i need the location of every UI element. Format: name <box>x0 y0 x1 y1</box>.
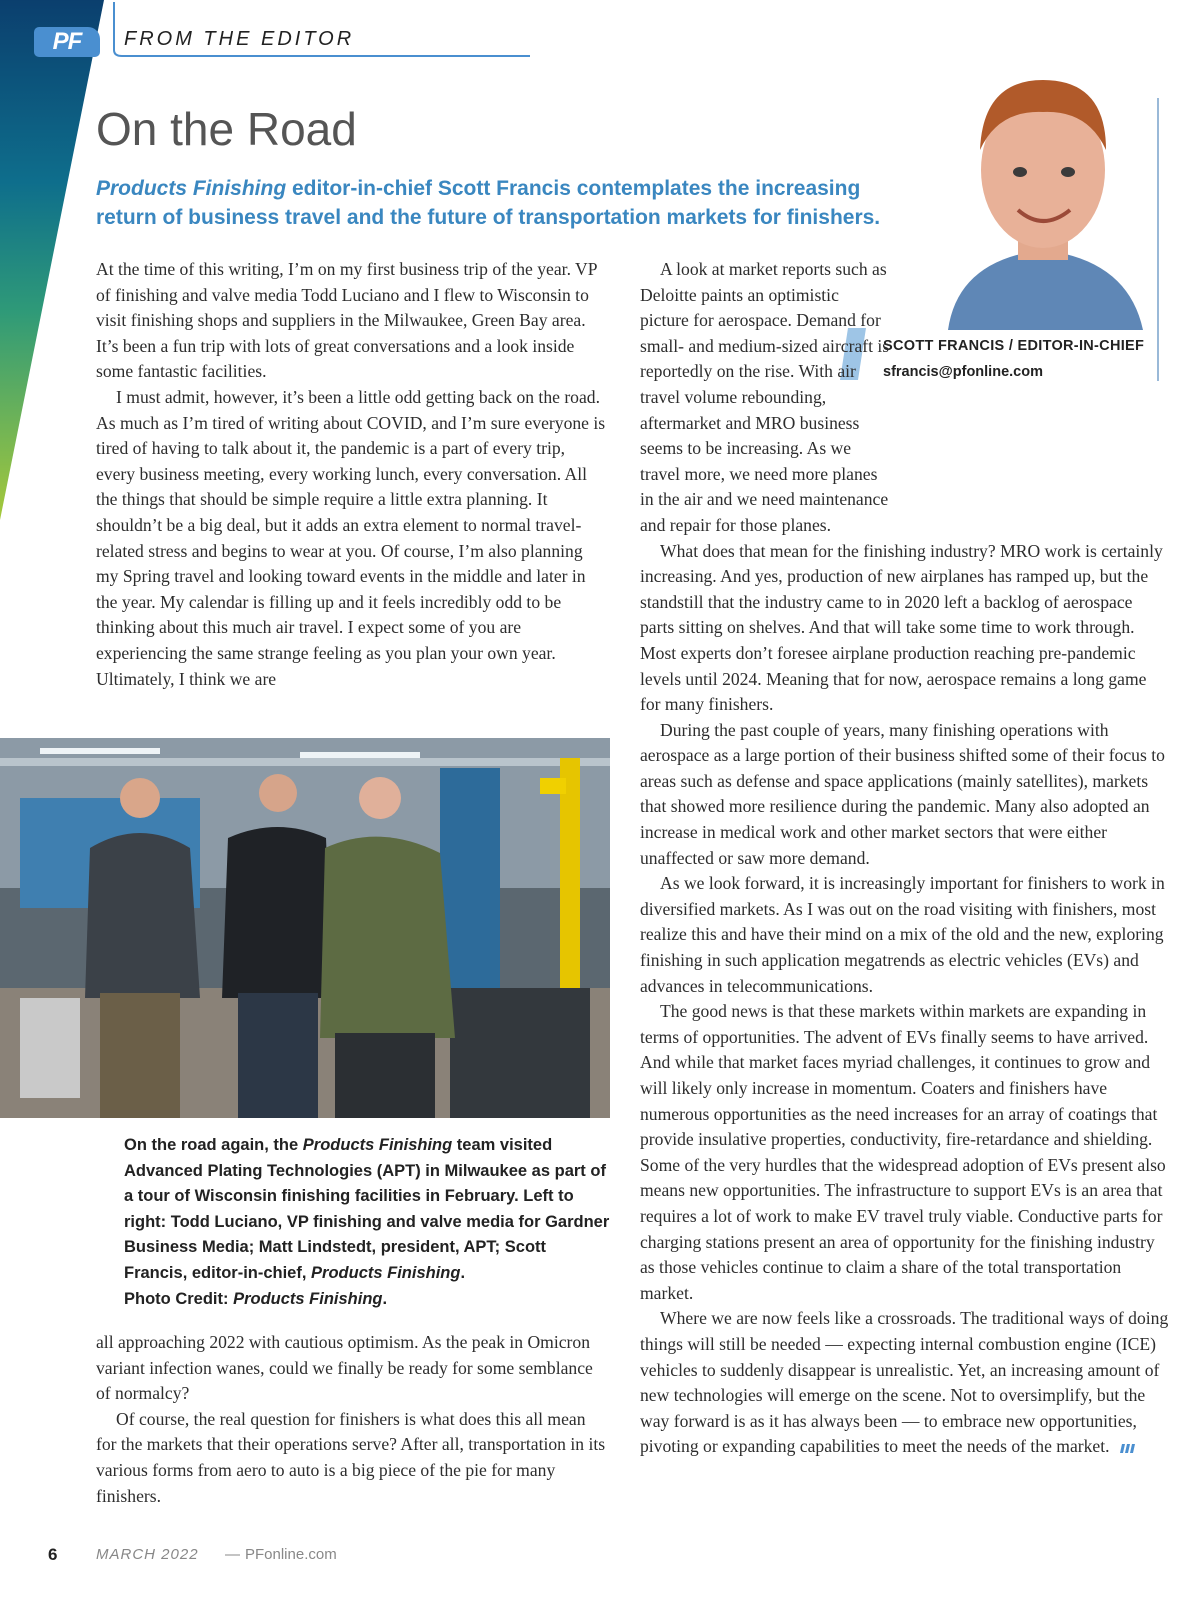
paragraph <box>640 1306 1170 1460</box>
article-deck <box>96 174 916 232</box>
paragraph: As we look forward, it is increasingly important for finishers to work in diversified markets. As I was out on the road visiting with finishers, most realize this and have their mind on a mix of the old and the new, exploring finishing in such application megatrends as electric vehicles (EVs) and advances in telecommunications. <box>640 873 1165 996</box>
photo-credit-name: Products Finishing <box>233 1289 383 1308</box>
column-2 <box>640 257 1170 1460</box>
photo-credit-label: Photo Credit: <box>124 1289 234 1308</box>
factory-visit-photo <box>0 738 610 1118</box>
paragraph: The good news is that these markets within markets are expanding in terms of opportunities. The advent of EVs finally seems to have arrived. And while that market faces myriad challenges, it continues to grow and will likely only increase in momentum. Coaters and finishers have numerous opportunities as the need increases for an array of coatings that provide insulative properties, conductivity, fire-retardance and shielding. Some of the very hurdles that the widespread adoption of EVs present also means new opportunities. The infrastructure to support EVs is an area that requires a lot of work to make EV travel truly viable. Conductive parts for charging stations present an area of opportunity for the finishing industry as those vehicles continue to claim a share of the total transportation market. <box>640 1001 1166 1303</box>
column-1-top <box>96 257 606 692</box>
caption-text: team visited Advanced Plating Technologies (APT) in Milwaukee as part of a tour of Wisconsin finishing facilities in February. Left to right: Todd Luciano, VP finishing and valve media for Gardner Business Media; Matt Lindstedt, president, APT; Scott Francis, editor-in-chief, <box>124 1136 610 1282</box>
section-label: FROM THE EDITOR <box>124 28 355 50</box>
footer-separator: — <box>225 1546 240 1563</box>
end-mark-icon <box>1120 1444 1136 1453</box>
article-title: On the Road <box>96 103 357 155</box>
author-email[interactable]: sfrancis@pfonline.com <box>883 364 1043 380</box>
issue-date: MARCH 2022 <box>96 1546 199 1563</box>
photo-caption <box>124 1133 610 1312</box>
page-number: 6 <box>48 1545 58 1564</box>
paragraph: I must admit, however, it’s been a little odd getting back on the road. As much as I’m tired of writing about COVID, and I’m sure everyone is tired of having to talk about it, the pandemic is a part of every trip, every business meeting, every working lunch, every conversation. All the things that should be simple require a little extra planning. It shouldn’t be a big deal, but it adds an extra element to normal travel-related stress and begins to wear at you. Of course, I’m also planning my Spring travel and looking toward events in the middle and later in the year. My calendar is filling up and it feels incredibly odd to be thinking about this much air travel. I expect some of you are experiencing the same strange feeling as you plan your own year. Ultimately, I think we are <box>96 386 606 689</box>
caption-text: On the road again, the <box>124 1136 303 1154</box>
sidebar-stripe <box>0 0 110 520</box>
paragraph: What does that mean for the finishing industry? MRO work is certainly increasing. And yes, production of new airplanes has ramped up, but the standstill that the industry came to in 2020 left a backlog of aerospace parts sitting on shelves. And that will take some time to work through. Most experts don’t foresee airplane production reaching pre-pandemic levels until 2024. Meaning that for now, aerospace remains a long game for many finishers. <box>640 540 1163 715</box>
paragraph: A look at market reports such as Deloitte paints an optimistic picture for aerospace. Demand for small- and medium-sized aircraft is reportedly on the rise. With air travel volume rebounding, aftermarket and MRO business seems to be increasing. As we travel more, we need more planes in the air and we need maintenance and repair for those planes. <box>640 259 890 535</box>
caption-italic: Products Finishing <box>311 1263 461 1282</box>
paragraph-text: Where we are now feels like a crossroads. The traditional ways of doing things will still be needed — expecting internal combustion engine (ICE) vehicles to suddenly disappear is unrealistic. Yet, an increasing amount of new technologies will emerge on the scene. Not to oversimplify, but the way forward is as it has always been — to embrace new opportunities, pivoting or expanding capabilities to meet the needs of the market. <box>640 1308 1169 1457</box>
paragraph: Of course, the real question for finishers is what does this all mean for the markets that their operations serve? After all, transportation in its various forms from aero to auto is a big piece of the pie for many finishers. <box>96 1408 606 1506</box>
caption-italic: Products Finishing <box>302 1136 453 1154</box>
paragraph: all approaching 2022 with cautious optimism. As the peak in Omicron variant infection wanes, could we finally be ready for some semblance of normalcy? <box>96 1332 593 1404</box>
author-name: SCOTT FRANCIS / EDITOR-IN-CHIEF <box>883 338 1145 354</box>
caption-text: . <box>460 1263 466 1282</box>
paragraph: During the past couple of years, many finishing operations with aerospace as a large portion of their business shifted some of their focus to areas such as defense and space applications (mainly satellites), markets that showed more resilience during the pandemic. Many also adopted an increase in medical work and other market sectors that were either unaffected or saw more demand. <box>640 719 1165 868</box>
pf-logo: PF <box>34 27 100 57</box>
column-1-bottom <box>96 1330 606 1509</box>
footer-website[interactable]: PFonline.com <box>245 1546 337 1563</box>
deck-text: editor-in-chief Scott Francis contemplates the increasing return of business travel and the future of transportation markets for finishers. <box>96 177 881 229</box>
caption-text: . <box>382 1289 388 1308</box>
deck-magazine-name: Products Finishing <box>96 177 287 200</box>
paragraph: At the time of this writing, I’m on my first business trip of the year. VP of finishing and valve media Todd Luciano and I flew to Wisconsin to visit finishing shops and suppliers in the Milwaukee, Green Bay area. It’s been a fun trip with lots of great conversations and a look inside some fantastic facilities. <box>96 259 597 382</box>
